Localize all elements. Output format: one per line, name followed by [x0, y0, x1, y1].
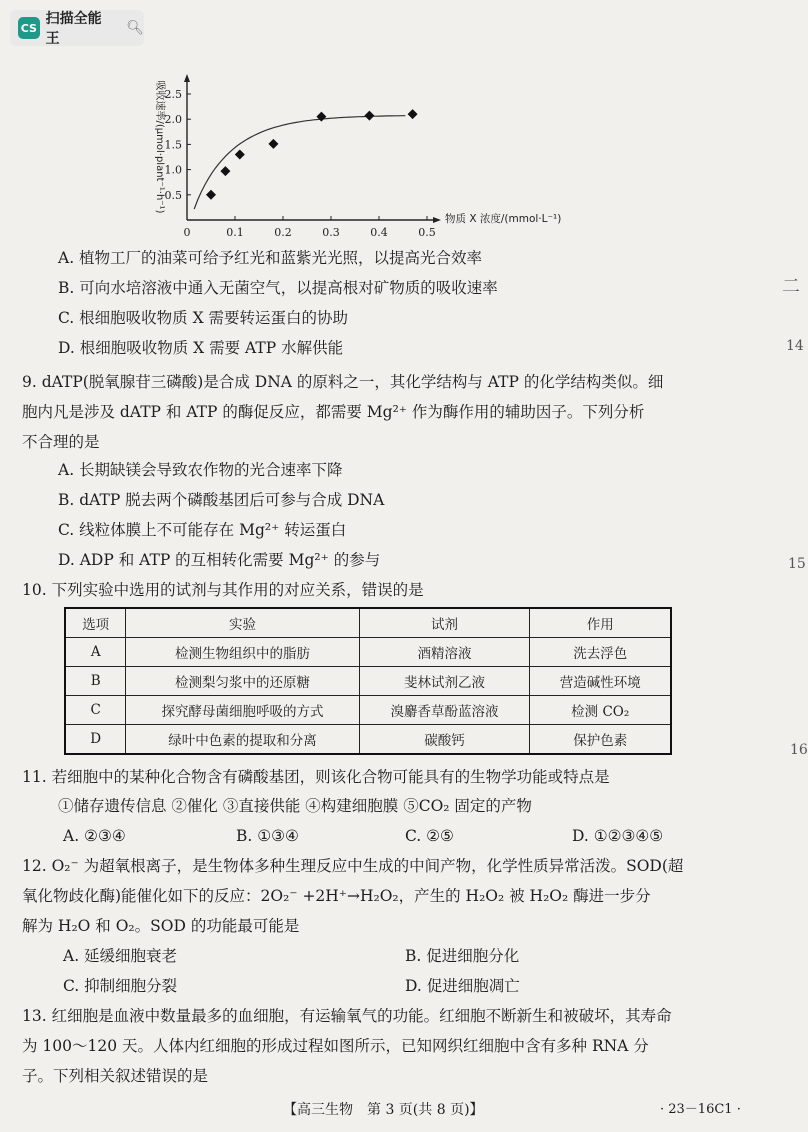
question-line: 为 100～120 天。人体内红细胞的形成过程如图所示，已知网织红细胞中含有多种 RNA 分 — [22, 1037, 649, 1055]
question-line: 子。下列相关叙述错误的是 — [22, 1067, 209, 1085]
option-line: C. ②⑤ — [405, 827, 454, 845]
table-header-cell: 作用 — [530, 608, 671, 638]
table-header-cell: 实验 — [126, 608, 359, 638]
x-tick-label: 0.4 — [370, 226, 388, 239]
table-cell: 检测梨匀浆中的还原糖 — [126, 667, 359, 696]
table-cell: 探究酵母菌细胞呼吸的方式 — [126, 696, 359, 725]
question-line: 9. dATP(脱氧腺苷三磷酸)是合成 DNA 的原料之一，其化学结构与 ATP 的化学结构类似。细 — [22, 373, 664, 391]
edge-text: 二 — [782, 276, 800, 297]
x-axis-label: 物质 X 浓度/(mmol·L⁻¹) — [445, 213, 562, 225]
edge-text: 15 — [788, 556, 806, 572]
search-icon[interactable]: 🔍︎ — [126, 20, 144, 36]
y-tick-label: 1.0 — [164, 163, 182, 177]
camscanner-logo-icon: CS — [18, 17, 40, 39]
edge-text: 16 — [790, 742, 808, 758]
table-row — [65, 638, 671, 667]
option-line: B. 可向水培溶液中通入无菌空气，以提高根对矿物质的吸收速率 — [58, 279, 498, 297]
y-tick-label: 1.5 — [164, 138, 182, 152]
app-name: 扫描全能王 — [45, 11, 102, 47]
option-line: C. 抑制细胞分裂 — [63, 977, 178, 995]
option-line: D. 促进细胞凋亡 — [405, 977, 520, 995]
question-line: 氧化物歧化酶)能催化如下的反应：2O₂⁻ +2H⁺→H₂O₂，产生的 H₂O₂ 被 H₂O₂ 酶进一步分 — [22, 887, 651, 905]
question-line: 13. 红细胞是血液中数量最多的血细胞，有运输氧气的功能。红细胞不断新生和被破坏，其寿命 — [22, 1007, 672, 1025]
table-cell: 保护色素 — [530, 725, 671, 755]
table-cell: 检测 CO₂ — [530, 696, 671, 725]
question-line: 不合理的是 — [22, 433, 100, 451]
table-cell: 斐林试剂乙液 — [359, 667, 530, 696]
table-cell: 绿叶中色素的提取和分离 — [126, 725, 359, 755]
option-line: A. 延缓细胞衰老 — [63, 947, 178, 965]
y-tick-label: 2.0 — [164, 113, 182, 127]
trend-curve — [194, 116, 405, 209]
table-cell: 洗去浮色 — [530, 638, 671, 667]
table-row — [65, 725, 671, 755]
edge-text: 14 — [786, 338, 804, 354]
data-point — [235, 149, 245, 159]
question-line: 胞内凡是涉及 dATP 和 ATP 的酶促反应，都需要 Mg²⁺ 作为酶作用的辅助因子。下列分析 — [22, 403, 645, 421]
x-tick-label: 0.1 — [226, 226, 244, 239]
table-cell: A — [65, 638, 126, 667]
table-header-cell: 试剂 — [359, 608, 530, 638]
data-point — [408, 109, 418, 119]
data-point — [316, 112, 326, 122]
option-line: B. 促进细胞分化 — [405, 947, 520, 965]
table-cell: 营造碱性环境 — [530, 667, 671, 696]
x-tick-label: 0.3 — [322, 226, 340, 239]
data-point — [268, 139, 278, 149]
table-cell: 溴麝香草酚蓝溶液 — [359, 696, 530, 725]
footer-code: · 23－16C1 · — [660, 1102, 741, 1117]
option-line: A. ②③④ — [63, 827, 126, 845]
option-line: D. ADP 和 ATP 的互相转化需要 Mg²⁺ 的参与 — [58, 551, 381, 569]
table-cell: 碳酸钙 — [359, 725, 530, 755]
option-line: A. 长期缺镁会导致农作物的光合速率下降 — [58, 461, 343, 479]
x-tick-label: 0.2 — [274, 226, 292, 239]
absorption-chart — [145, 68, 562, 239]
y-axis-label: 吸收速率/(μmol·plant⁻¹·h⁻¹) — [154, 80, 165, 214]
y-axis-arrow-icon — [184, 74, 190, 82]
table-row — [65, 696, 671, 725]
table-cell: D — [65, 725, 126, 755]
option-line: B. ①③④ — [236, 827, 299, 845]
app-badge[interactable] — [10, 10, 144, 46]
y-tick-label: 0.5 — [164, 188, 182, 202]
data-point — [206, 190, 216, 200]
footer-page-info: 【高三生物 第 3 页(共 8 页)】 — [283, 1102, 484, 1118]
question-line: 解为 H₂O 和 O₂。SOD 的功能最可能是 — [22, 917, 300, 935]
table-header-cell: 选项 — [65, 608, 126, 638]
x-tick-label: 0.5 — [418, 226, 436, 239]
table-cell: 酒精溶液 — [359, 638, 530, 667]
question-10-table — [64, 607, 672, 755]
table-cell: B — [65, 667, 126, 696]
option-line: C. 根细胞吸收物质 X 需要转运蛋白的协助 — [58, 309, 349, 327]
data-point — [364, 111, 374, 121]
data-point — [220, 166, 230, 176]
table-cell: 检测生物组织中的脂肪 — [126, 638, 359, 667]
y-tick-label: 2.5 — [164, 88, 182, 101]
table-row — [65, 667, 671, 696]
question-line: 11. 若细胞中的某种化合物含有磷酸基团，则该化合物可能具有的生物学功能或特点是 — [22, 768, 610, 786]
option-line: D. ①②③④⑤ — [572, 827, 664, 845]
table-cell: C — [65, 696, 126, 725]
question-line: ①储存遗传信息 ②催化 ③直接供能 ④构建细胞膜 ⑤CO₂ 固定的产物 — [58, 797, 532, 815]
option-line: D. 根细胞吸收物质 X 需要 ATP 水解供能 — [58, 339, 344, 357]
option-line: C. 线粒体膜上不可能存在 Mg²⁺ 转运蛋白 — [58, 521, 347, 539]
option-line: A. 植物工厂的油菜可给予红光和蓝紫光光照，以提高光合效率 — [58, 249, 483, 267]
x-tick-label: 0 — [183, 226, 191, 239]
table-header-row — [65, 608, 671, 638]
question-line: 12. O₂⁻ 为超氧根离子，是生物体多种生理反应中生成的中间产物，化学性质异常活泼。SOD(超 — [22, 857, 684, 875]
x-axis-arrow-icon — [433, 217, 441, 223]
question-10-stem: 10. 下列实验中选用的试剂与其作用的对应关系，错误的是 — [22, 581, 424, 599]
option-line: B. dATP 脱去两个磷酸基团后可参与合成 DNA — [58, 491, 385, 509]
